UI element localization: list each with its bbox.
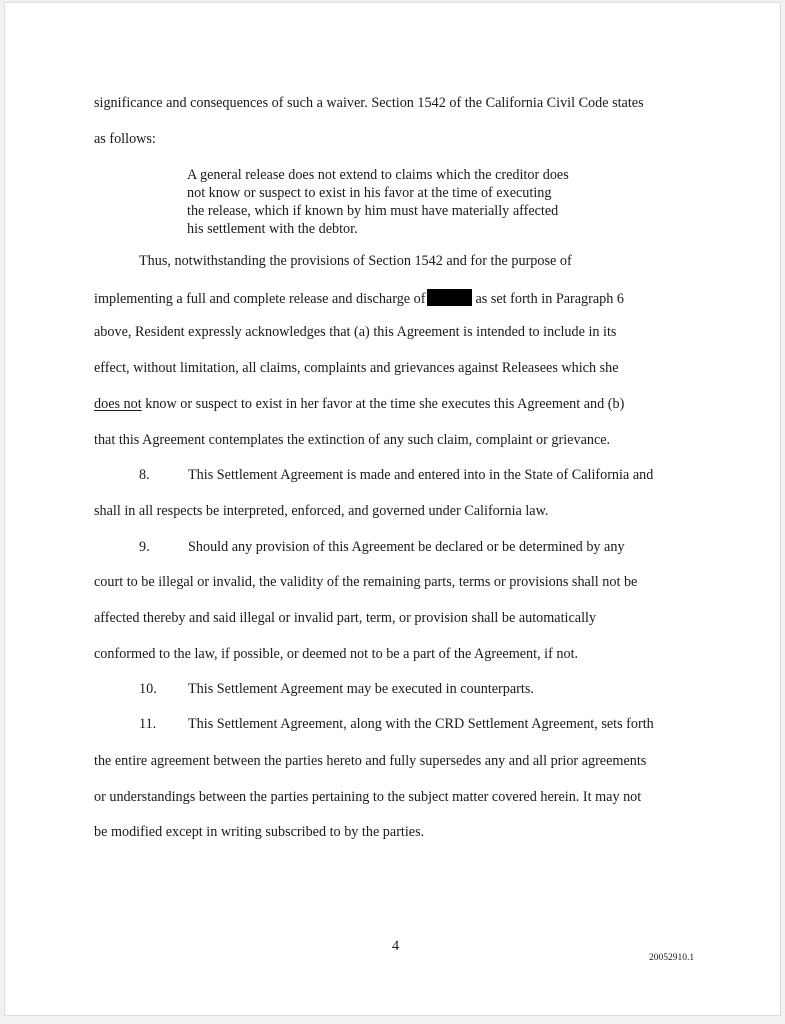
section-first-line: Should any provision of this Agreement be declared or be determined by any [188,539,625,555]
paragraph-line: that this Agreement contemplates the extinction of any such claim, complaint or grievance. [94,432,611,448]
text-segment: as set forth in Paragraph 6 [475,291,624,307]
section-first-line: This Settlement Agreement, along with the CRD Settlement Agreement, sets forth [188,716,654,732]
paragraph-line: shall in all respects be interpreted, enforced, and governed under California law. [94,503,549,519]
quote-line: not know or suspect to exist in his favor at the time of executing [187,185,552,201]
paragraph-line: court to be illegal or invalid, the validity of the remaining parts, terms or provisions shall not be [94,574,638,590]
paragraph-line: as follows: [94,131,156,147]
paragraph-line: Thus, notwithstanding the provisions of Section 1542 and for the purpose of [139,253,572,269]
paragraph-line: above, Resident expressly acknowledges that (a) this Agreement is intended to include in its [94,324,617,340]
redaction-box [427,289,472,306]
paragraph-line: or understandings between the parties pertaining to the subject matter covered herein. It may not [94,789,642,805]
section-first-line: This Settlement Agreement may be executed in counterparts. [188,681,534,697]
quote-line: his settlement with the debtor. [187,221,358,237]
quote-line: A general release does not extend to claims which the creditor does [187,167,569,183]
block-quote [187,166,627,238]
document-page [4,2,781,1016]
text-segment: implementing a full and complete release and discharge of [94,291,426,307]
paragraph-line: be modified except in writing subscribed to by the parties. [94,824,425,840]
underlined-text: does not [94,396,142,412]
paragraph-line: effect, without limitation, all claims, complaints and grievances against Releasees which she [94,360,619,376]
page-number: 4 [392,938,400,954]
paragraph-line: affected thereby and said illegal or invalid part, term, or provision shall be automatically [94,610,597,626]
section-first-line: This Settlement Agreement is made and entered into in the State of California and [188,467,654,483]
section-number: 8. [139,467,150,483]
paragraph-line: significance and consequences of such a waiver. Section 1542 of the California Civil Code states [94,95,644,111]
text-segment: know or suspect to exist in her favor at the time she executes this Agreement and (b) [141,396,625,412]
paragraph-line: the entire agreement between the parties hereto and fully supersedes any and all prior agreements [94,753,647,769]
paragraph-line [94,396,624,413]
section-number: 10. [139,681,157,697]
document-id: 20052910.1 [649,953,695,963]
section-number: 9. [139,539,150,555]
quote-line: the release, which if known by him must have materially affected [187,203,559,219]
paragraph-line: conformed to the law, if possible, or deemed not to be a part of the Agreement, if not. [94,646,579,662]
section-number: 11. [139,716,157,732]
paragraph-line-with-redaction [94,289,624,308]
